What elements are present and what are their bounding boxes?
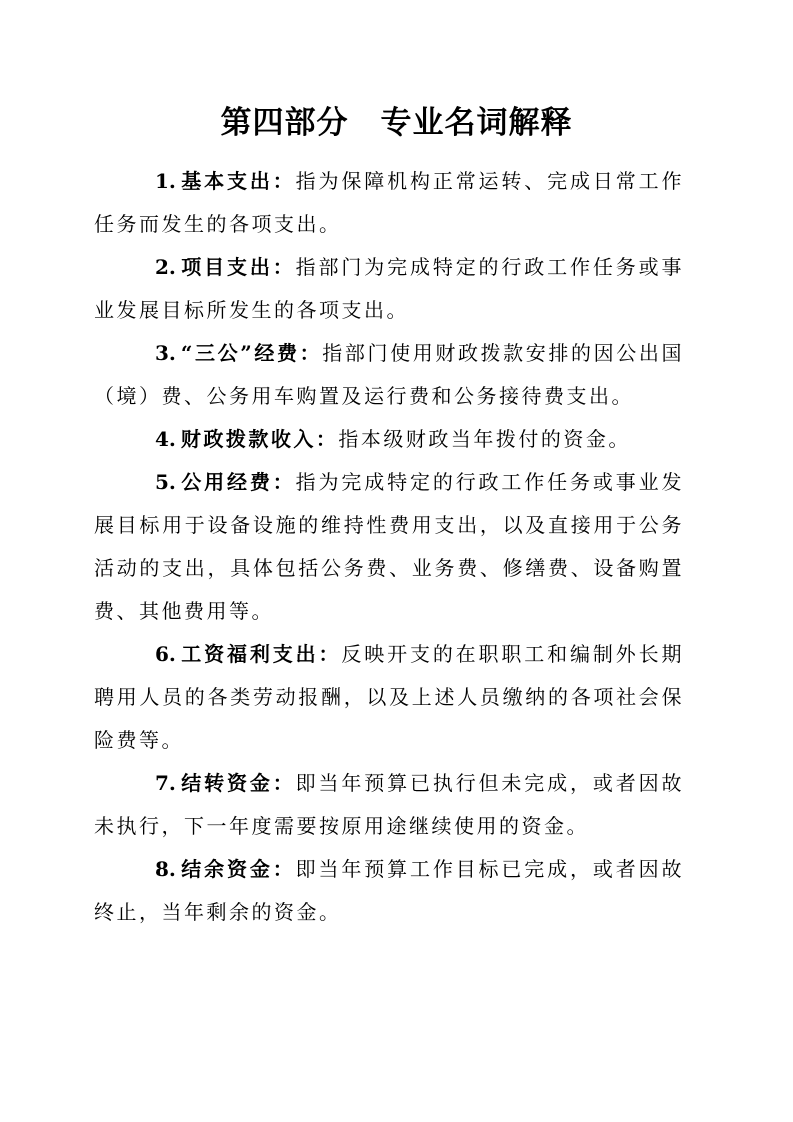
term-item (94, 461, 684, 633)
term-item (94, 418, 684, 461)
term-definition: 即当年预算已执行但未完成，或者因故未执行，下一年度需要按原用途继续使用的资金。 (94, 771, 685, 838)
term-name: 结余资金： (180, 857, 296, 881)
term-name: “三公”经费： (180, 341, 323, 365)
term-number: 8. (155, 857, 176, 881)
term-item (94, 633, 684, 762)
term-number: 7. (155, 771, 176, 795)
term-number: 6. (155, 642, 176, 666)
term-item (94, 246, 684, 332)
term-definition: 指部门使用财政拨款安排的因公出国（境）费、公务用车购置及运行费和公务接待费支出。 (94, 341, 685, 408)
term-number: 2. (155, 255, 176, 279)
term-name: 财政拨款收入： (180, 427, 339, 451)
document-title: 第四部分 专业名词解释 (220, 105, 573, 141)
term-number: 5. (155, 470, 176, 494)
term-definition: 指部门为完成特定的行政工作任务或事业发展目标所发生的各项支出。 (94, 255, 685, 322)
term-name: 工资福利支出： (180, 642, 342, 666)
term-definition: 反映开支的在职职工和编制外长期聘用人员的各类劳动报酬，以及上述人员缴纳的各项社会保险费等。 (94, 642, 685, 752)
term-name: 项目支出： (180, 255, 296, 279)
term-item (94, 762, 684, 848)
term-number: 1. (155, 169, 176, 193)
term-item (94, 848, 684, 934)
term-number: 3. (155, 341, 176, 365)
term-definition: 指本级财政当年拨付的资金。 (338, 427, 631, 451)
document-body (94, 160, 684, 934)
term-definition: 指为保障机构正常运转、完成日常工作任务而发生的各项支出。 (94, 169, 685, 236)
term-number: 4. (155, 427, 176, 451)
term-item (94, 332, 684, 418)
term-name: 公用经费： (180, 470, 296, 494)
term-item (94, 160, 684, 246)
term-definition: 即当年预算工作目标已完成，或者因故终止，当年剩余的资金。 (94, 857, 685, 924)
term-name: 结转资金： (180, 771, 296, 795)
term-name: 基本支出： (180, 169, 296, 193)
term-definition: 指为完成特定的行政工作任务或事业发展目标用于设备设施的维持性费用支出，以及直接用于公务活动的支出，具体包括公务费、业务费、修缮费、设备购置费、其他费用等。 (94, 470, 685, 623)
